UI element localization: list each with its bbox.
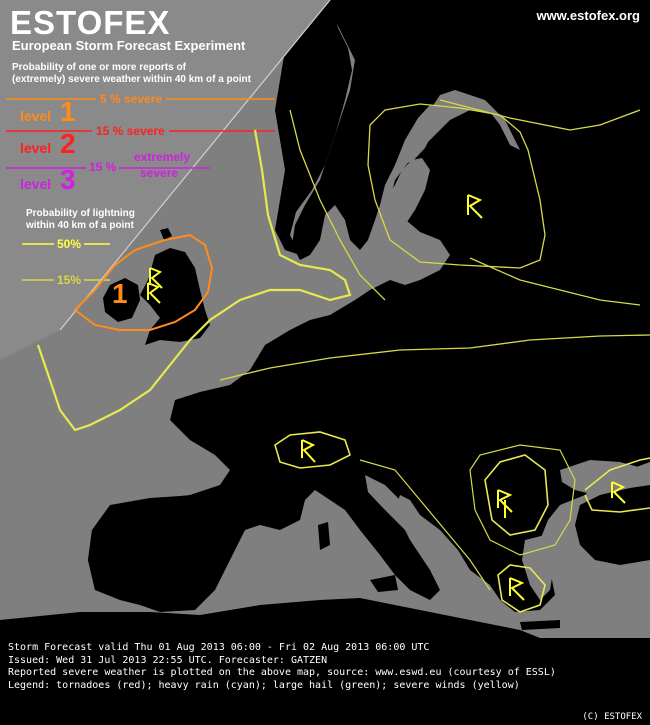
lightning50-label: 50% xyxy=(54,237,84,251)
probability-title-line2: (extremely) severe weather within 40 km of a point xyxy=(12,74,251,85)
probability-legend-title xyxy=(12,62,312,86)
probability-title-line1: Probability of one or more reports of xyxy=(12,62,186,73)
copyright-text: (C) ESTOFEX xyxy=(582,711,642,722)
level2-word: level xyxy=(20,140,52,156)
forecast-info-footer xyxy=(0,638,650,725)
level3-label-severe: severe xyxy=(140,166,179,180)
legend-text: Legend: tornadoes (red); heavy rain (cyan); large hail (green); severe winds (yellow) xyxy=(8,679,520,691)
valid-period-text: Storm Forecast valid Thu 01 Aug 2013 06:00 - Fri 02 Aug 2013 06:00 UTC xyxy=(8,642,430,653)
level1-area-number: 1 xyxy=(112,278,128,309)
level2-number: 2 xyxy=(60,128,76,159)
level3-label-pct: 15 % xyxy=(86,160,119,174)
issued-text: Issued: Wed 31 Jul 2013 22:55 UTC. Forecaster: GATZEN xyxy=(8,654,328,666)
reported-weather-text: Reported severe weather is plotted on the above map, source: www.eswd.eu (courtesy of ESSL) xyxy=(8,667,556,678)
level1-label: 5 % severe xyxy=(96,92,166,106)
level3-number: 3 xyxy=(60,164,76,195)
lightning-title-line2: within 40 km of a point xyxy=(26,220,134,231)
level1-word: level xyxy=(20,108,52,124)
level1-number: 1 xyxy=(60,96,76,127)
estofex-logo-title: ESTOFEX xyxy=(10,4,171,41)
website-link[interactable]: www.estofex.org xyxy=(536,8,640,23)
level3-label-extremely: extremely xyxy=(134,150,191,164)
level2-label: 15 % severe xyxy=(92,124,169,138)
estofex-subtitle: European Storm Forecast Experiment xyxy=(12,38,246,53)
sardinia xyxy=(318,522,330,550)
level3-word: level xyxy=(20,176,52,192)
lightning-title-line1: Probability of lightning xyxy=(26,208,135,219)
lightning15-label: 15% xyxy=(54,273,84,287)
lightning-legend-title xyxy=(26,208,176,232)
